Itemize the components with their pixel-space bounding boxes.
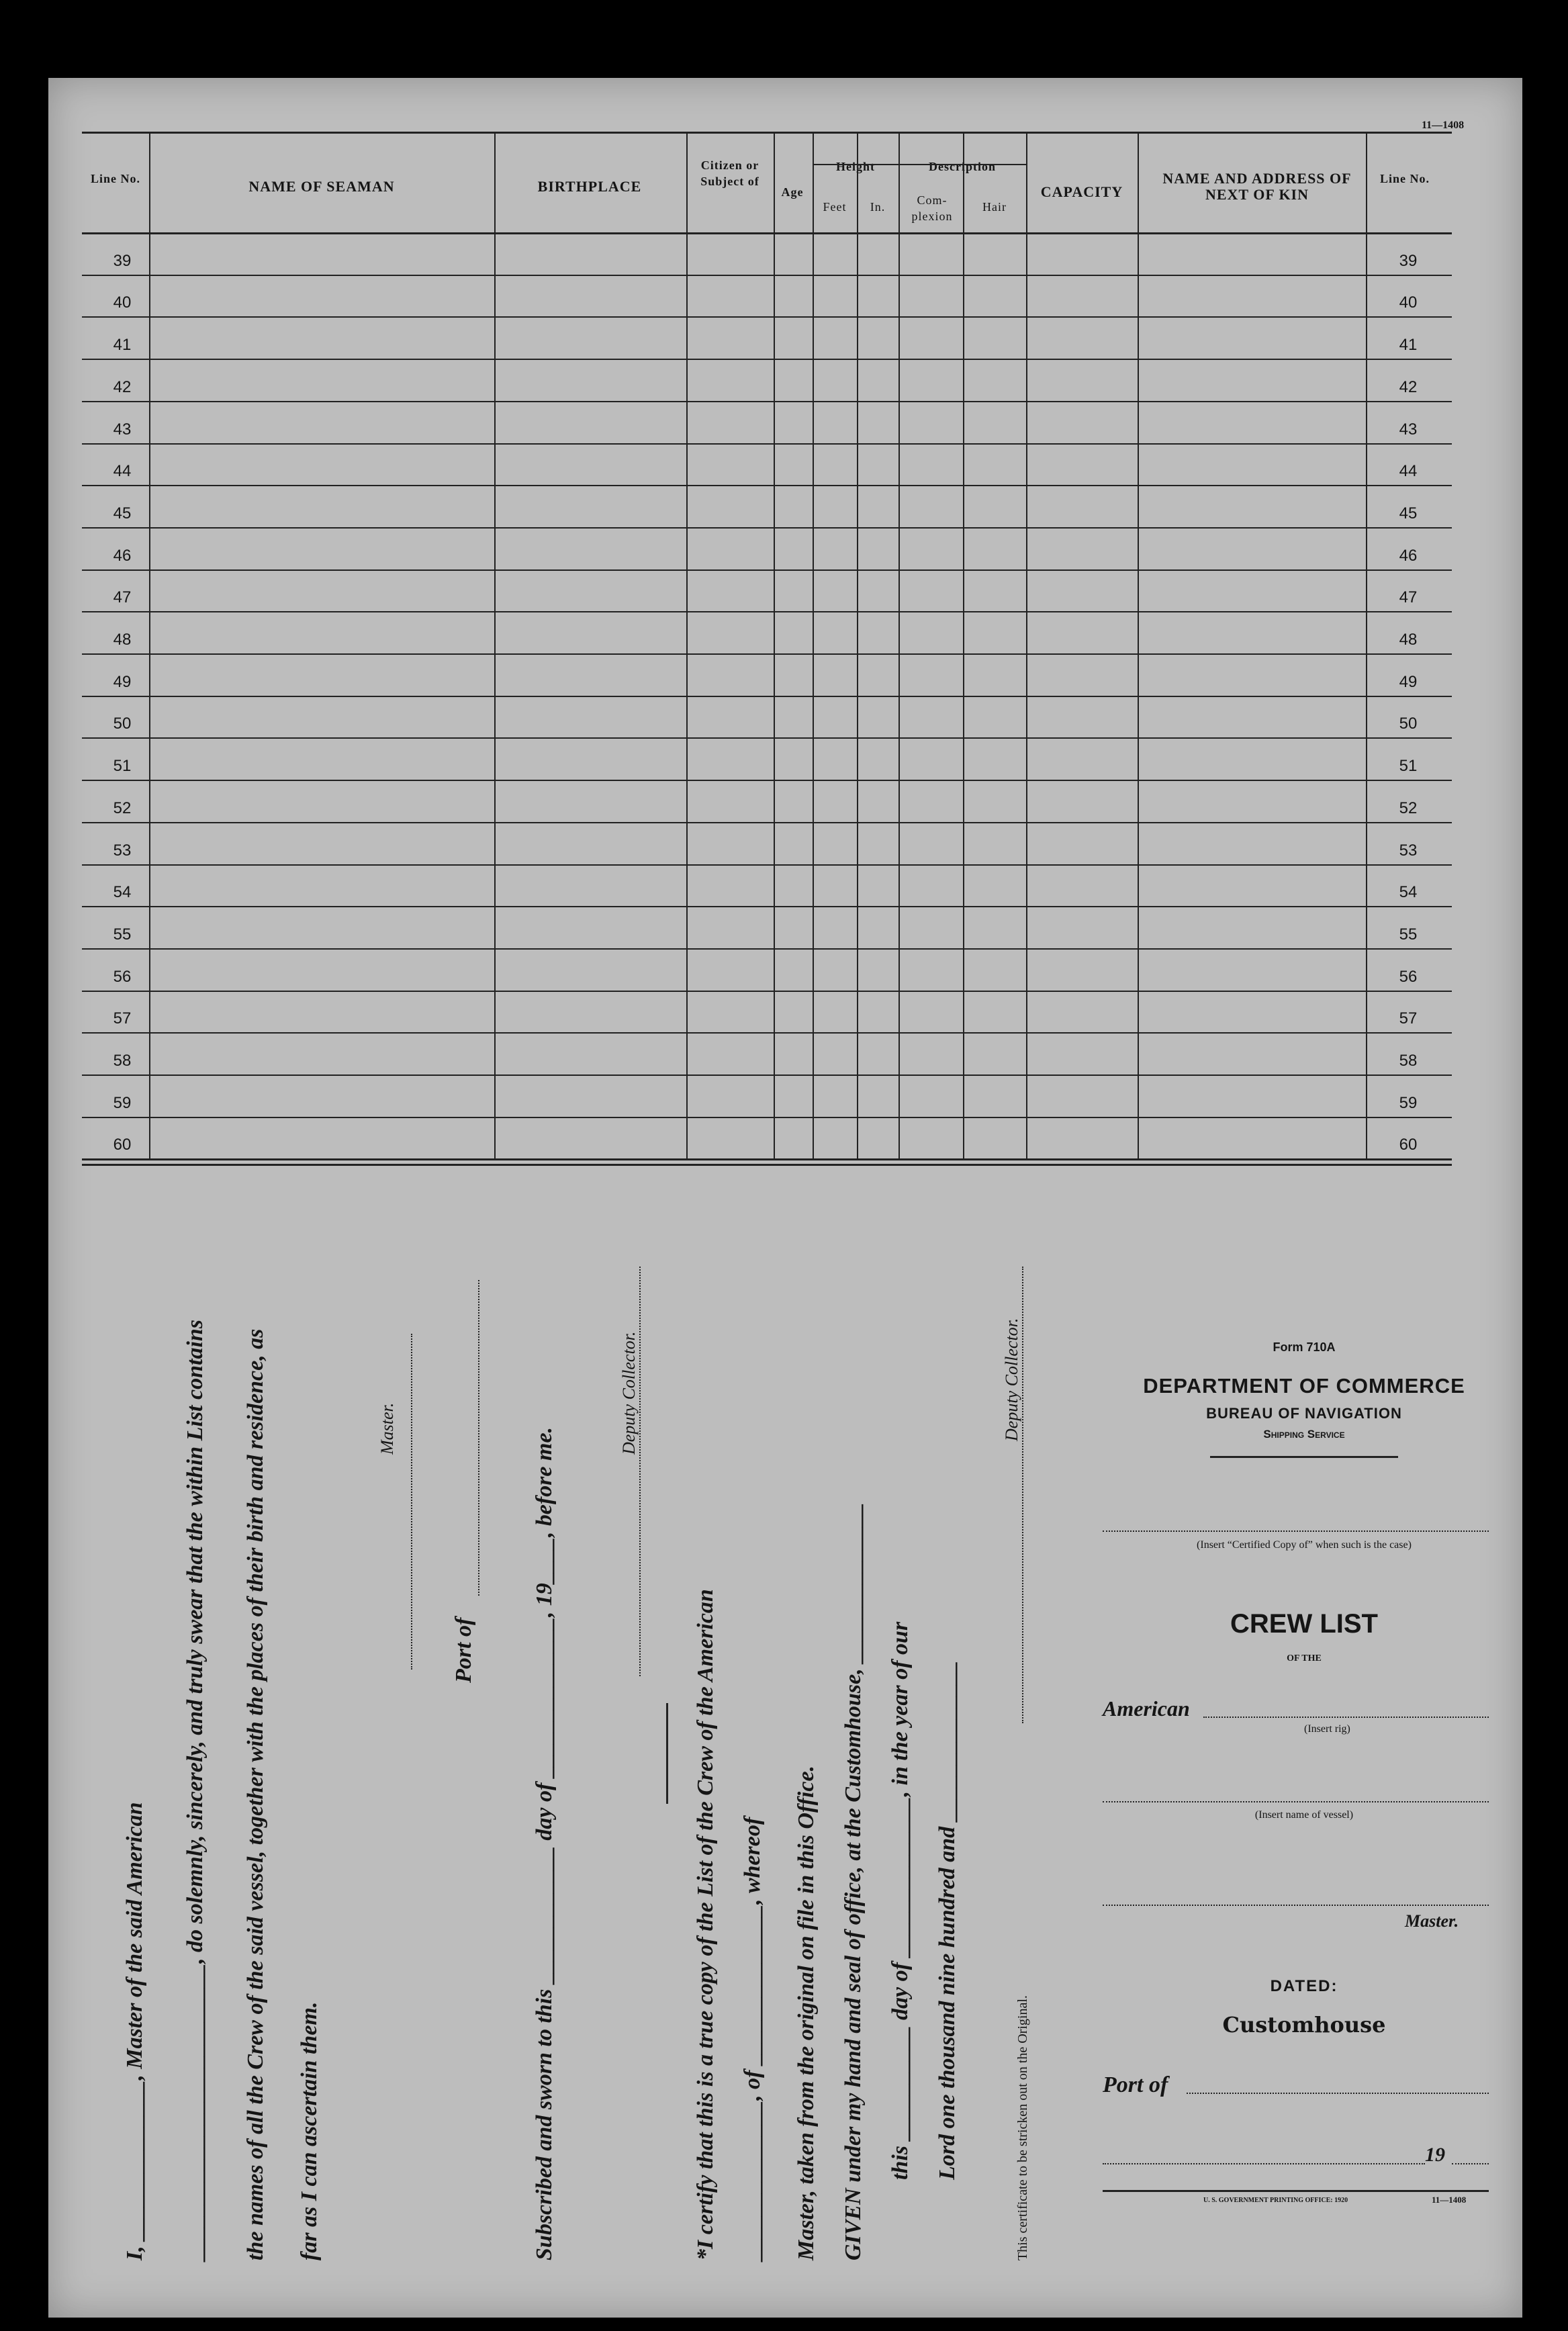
line-number-left: 50 — [113, 715, 132, 733]
grid-hline — [82, 232, 1452, 234]
grid-hline — [82, 359, 1452, 360]
line-number-right: 43 — [1399, 420, 1418, 439]
master-line — [1103, 1905, 1489, 1906]
grid-hline — [82, 991, 1452, 992]
grid-hline — [82, 780, 1452, 781]
line-number-right: 39 — [1399, 251, 1418, 270]
line-number-left: 58 — [113, 1052, 132, 1070]
header-age: Age — [781, 185, 804, 199]
cert-master-taken: Master, taken from the original on file in this Office. — [794, 1765, 819, 2260]
grid-hline — [82, 696, 1452, 697]
line-number-left: 54 — [113, 883, 132, 902]
line-number-left: 45 — [113, 504, 132, 522]
printing-office-note: U. S. GOVERNMENT PRINTING OFFICE: 1920 — [1203, 2197, 1348, 2204]
cert-deputy-line-2 — [1022, 1267, 1023, 1723]
line-number-left: 60 — [113, 1136, 132, 1154]
header-complexion: Com- plexion — [911, 193, 953, 223]
header-name-of-seaman: NAME OF SEAMAN — [248, 178, 395, 195]
shipping-service: Shipping Service — [1263, 1428, 1345, 1441]
cert-this-day: this __________ day of ______________, in the year of our — [888, 1621, 913, 2180]
grid-vline — [1366, 132, 1367, 1158]
line-number-right: 57 — [1399, 1009, 1418, 1028]
grid-hline — [813, 164, 1026, 165]
grid-hline — [82, 132, 1452, 134]
grid-vline — [1138, 132, 1139, 1158]
grid-hline — [82, 275, 1452, 276]
line-number-right: 42 — [1399, 377, 1418, 396]
cover-bottom-rule — [1103, 2190, 1489, 2192]
cert-of-line: ______________, of ______________, whereof — [740, 1817, 765, 2260]
line-number-right: 58 — [1399, 1052, 1418, 1070]
cert-port-line — [478, 1280, 479, 1596]
header-height: Height — [836, 160, 875, 173]
line-number-left: 46 — [113, 546, 132, 565]
line-number-left: 57 — [113, 1009, 132, 1028]
cert-deputy-line-1 — [639, 1267, 641, 1676]
line-number-right: 56 — [1399, 967, 1418, 986]
grid-hline — [82, 1117, 1452, 1118]
grid-hline — [82, 611, 1452, 612]
grid-hline — [82, 906, 1452, 907]
year-line — [1452, 2163, 1489, 2164]
rig-line — [1203, 1717, 1489, 1718]
american-label: American — [1103, 1696, 1190, 1721]
grid-vline — [1026, 132, 1027, 1158]
crew-list-title: CREW LIST — [1230, 1609, 1378, 1639]
customhouse-label: Customhouse — [1222, 2012, 1386, 2038]
cert-line-2: __________________________, do solemnly, sincerely, and truly swear that the within List contains — [183, 1319, 207, 2260]
date-line — [1103, 2163, 1425, 2164]
cover-port-of-label: Port of — [1103, 2072, 1168, 2097]
year-19-label: 19 — [1425, 2144, 1445, 2166]
grid-vline — [857, 132, 858, 1158]
grid-hline — [82, 864, 1452, 866]
line-number-right: 55 — [1399, 925, 1418, 944]
grid-hline — [82, 569, 1452, 571]
form-code-top: 11—1408 — [1422, 120, 1465, 131]
line-number-right: 49 — [1399, 672, 1418, 691]
crew-table — [82, 132, 1452, 1166]
grid-hline — [82, 948, 1452, 950]
header-line-no: Line No. — [90, 172, 140, 185]
line-number-right: 52 — [1399, 798, 1418, 817]
header-feet: Feet — [823, 200, 847, 214]
certificate-section — [48, 1267, 1030, 2274]
grid-vline — [149, 132, 150, 1158]
line-number-right: 50 — [1399, 715, 1418, 733]
insert-name-note: (Insert name of vessel) — [1254, 1809, 1354, 1821]
grid-hline — [82, 443, 1452, 445]
cert-port-of: Port of — [451, 1617, 476, 1683]
header-hair: Hair — [982, 200, 1007, 214]
grid-hline — [82, 527, 1452, 529]
line-number-left: 47 — [113, 588, 132, 607]
line-number-right: 59 — [1399, 1093, 1418, 1112]
header-capacity: CAPACITY — [1040, 183, 1123, 200]
header-line-no-right: Line No. — [1379, 172, 1430, 185]
line-number-left: 51 — [113, 757, 132, 776]
line-number-right: 46 — [1399, 546, 1418, 565]
grid-vline — [963, 132, 964, 1158]
line-number-right: 54 — [1399, 883, 1418, 902]
cover-master-label: Master. — [1405, 1911, 1459, 1931]
grid-hline — [82, 822, 1452, 823]
line-number-left: 39 — [113, 251, 132, 270]
insert-certified-note: (Insert “Certified Copy of” when such is the case) — [1197, 1539, 1412, 1551]
grid-vline — [686, 132, 688, 1158]
line-number-left: 41 — [113, 336, 132, 355]
line-number-left: 56 — [113, 967, 132, 986]
header-inches: In. — [870, 200, 886, 214]
cert-master-label: Master. — [377, 1402, 397, 1455]
bureau-title: BUREAU OF NAVIGATION — [1206, 1405, 1402, 1422]
line-number-left: 42 — [113, 377, 132, 396]
department-title: DEPARTMENT OF COMMERCE — [1143, 1374, 1465, 1398]
grid-hline — [82, 1075, 1452, 1076]
line-number-right: 60 — [1399, 1136, 1418, 1154]
cover-rule — [1210, 1456, 1398, 1458]
header-citizen-or-subject: Citizen or Subject of — [700, 158, 759, 188]
cert-divider — [666, 1703, 668, 1804]
insert-rig-note: (Insert rig) — [1304, 1723, 1350, 1735]
line-number-right: 51 — [1399, 757, 1418, 776]
of-the-label: OF THE — [1287, 1653, 1322, 1663]
cert-lord: Lord one thousand nine hundred and ______________ — [935, 1661, 960, 2180]
line-number-right: 40 — [1399, 293, 1418, 312]
cover-port-line — [1187, 2093, 1489, 2094]
certified-copy-line — [1103, 1530, 1489, 1532]
vessel-name-line — [1103, 1801, 1489, 1802]
line-number-left: 59 — [113, 1093, 132, 1112]
grid-hline — [82, 653, 1452, 655]
line-number-left: 53 — [113, 841, 132, 860]
cert-deputy-collector-2: Deputy Collector. — [1002, 1318, 1021, 1441]
grid-hline — [82, 316, 1452, 318]
cover-panel — [1103, 1340, 1506, 2294]
cert-subscribed: Subscribed and sworn to this ____________ day of ______________, 19____, before me. — [532, 1426, 557, 2260]
cert-line-1: I, ______________, Master of the said American — [122, 1802, 147, 2260]
grid-hline — [82, 1158, 1452, 1160]
cert-stricken-note: This certificate to be stricken out on the Original. — [1015, 1995, 1030, 2260]
cert-certify: *I certify that this is a true copy of the List of the Crew of the American — [693, 1589, 718, 2260]
cert-line-3: the names of all the Crew of the said vessel, together with the places of their birth and residence, as — [243, 1328, 268, 2260]
dated-label: DATED: — [1270, 1977, 1338, 1995]
line-number-right: 45 — [1399, 504, 1418, 522]
line-number-right: 44 — [1399, 462, 1418, 481]
header-description: Description — [929, 160, 996, 173]
line-number-right: 41 — [1399, 336, 1418, 355]
crew-list-form-sheet — [48, 78, 1522, 2318]
grid-vline — [813, 132, 814, 1158]
line-number-right: 48 — [1399, 631, 1418, 649]
line-number-right: 53 — [1399, 841, 1418, 860]
grid-hline — [82, 485, 1452, 486]
grid-hline — [82, 737, 1452, 739]
form-number: Form 710A — [1273, 1340, 1336, 1354]
line-number-left: 55 — [113, 925, 132, 944]
header-birthplace: BIRTHPLACE — [537, 178, 642, 195]
cert-master-signature-line — [411, 1334, 412, 1670]
grid-hline — [82, 401, 1452, 402]
line-number-left: 52 — [113, 798, 132, 817]
grid-hline — [82, 1032, 1452, 1034]
grid-hline — [82, 1164, 1452, 1166]
header-next-of-kin: NAME AND ADDRESS OF NEXT OF KIN — [1162, 170, 1352, 203]
line-number-left: 48 — [113, 631, 132, 649]
grid-vline — [774, 132, 775, 1158]
line-number-left: 49 — [113, 672, 132, 691]
cert-deputy-collector-1: Deputy Collector. — [619, 1331, 639, 1455]
line-number-right: 47 — [1399, 588, 1418, 607]
line-number-left: 43 — [113, 420, 132, 439]
grid-vline — [494, 132, 496, 1158]
form-code-bottom: 11—1408 — [1432, 2195, 1467, 2205]
line-number-left: 44 — [113, 462, 132, 481]
line-number-left: 40 — [113, 293, 132, 312]
cert-line-4: far as I can ascertain them. — [297, 2001, 322, 2260]
cert-given: GIVEN under my hand and seal of office, at the Customhouse, ______________ — [841, 1502, 866, 2260]
grid-vline — [898, 132, 900, 1158]
